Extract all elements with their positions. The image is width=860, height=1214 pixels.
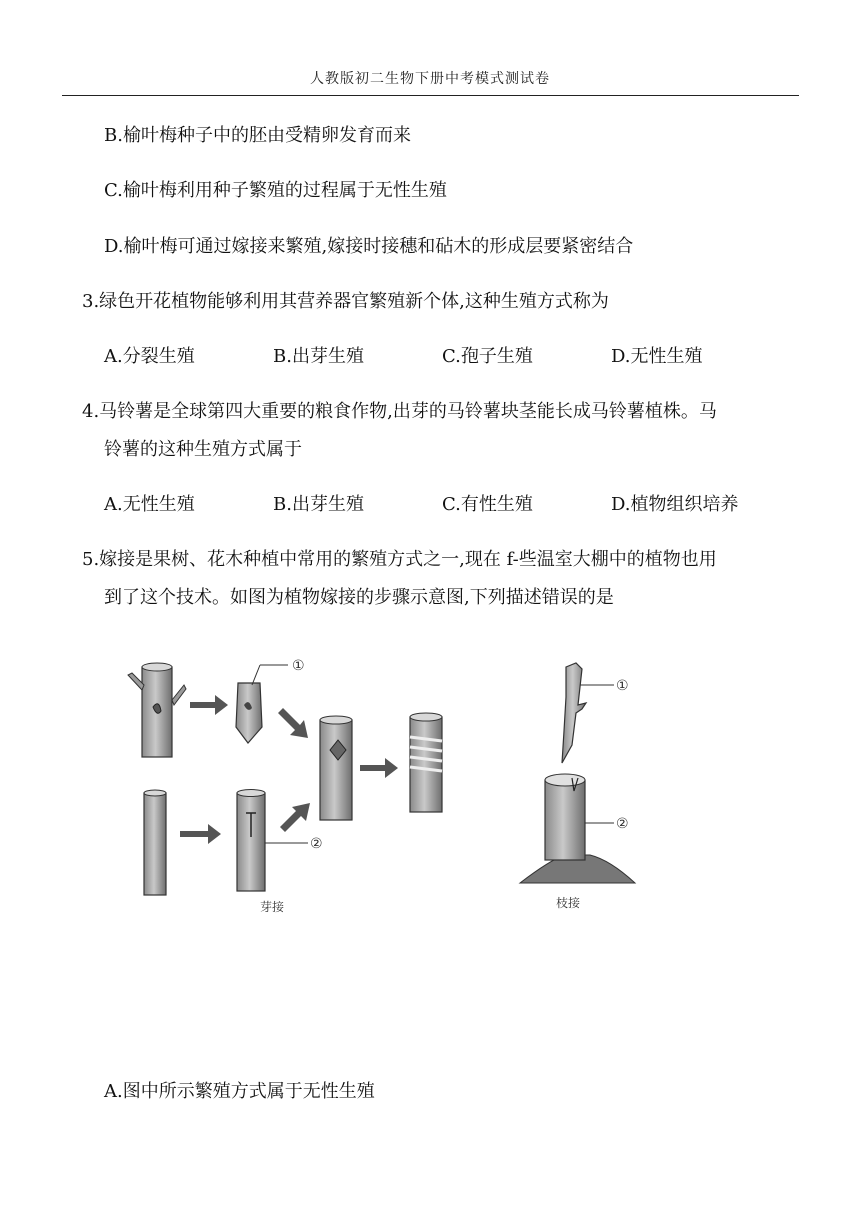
q3-stem: 3.绿色开花植物能够利用其营养器官繁殖新个体,这种生殖方式称为 bbox=[82, 291, 609, 312]
q2-option-d: D.榆叶梅可通过嫁接来繁殖,嫁接时接穗和砧木的形成层要紧密结合 bbox=[104, 236, 634, 257]
bud-grafting-diagram bbox=[128, 658, 442, 914]
q5-stem-line1: 5.嫁接是果树、花木种植中常用的繁殖方式之一,现在 f-些温室大棚中的植物也用 bbox=[82, 549, 717, 570]
rootstock-original bbox=[144, 790, 166, 895]
header-divider bbox=[62, 95, 799, 96]
scion-branch bbox=[562, 663, 586, 763]
q4-stem-line1: 4.马铃薯是全球第四大重要的粮食作物,出芽的马铃薯块茎能长成马铃薯植株。马 bbox=[82, 401, 717, 422]
q4-option-b: B.出芽生殖 bbox=[273, 494, 364, 515]
label-marker-2-rootstock: ② bbox=[616, 816, 629, 832]
q5-stem-line2: 到了这个技术。如图为植物嫁接的步骤示意图,下列描述错误的是 bbox=[104, 587, 614, 608]
arrow-right-2 bbox=[360, 758, 398, 778]
scion-branch-with-bud bbox=[128, 663, 186, 757]
q2-option-b: B.榆叶梅种子中的胚由受精卵发育而来 bbox=[104, 125, 411, 146]
q4-option-d: D.植物组织培养 bbox=[611, 494, 739, 515]
q4-stem-line2: 铃薯的这种生殖方式属于 bbox=[104, 439, 302, 460]
arrow-right-3 bbox=[180, 824, 221, 844]
branch-grafting-diagram bbox=[520, 663, 635, 910]
q3-option-b: B.出芽生殖 bbox=[273, 346, 364, 367]
rootstock-t-cut bbox=[237, 790, 265, 892]
arrow-up-right bbox=[280, 803, 310, 832]
q2-option-c: C.榆叶梅利用种子繁殖的过程属于无性生殖 bbox=[104, 180, 447, 201]
caption-branch-grafting: 枝接 bbox=[556, 896, 581, 910]
bud-shield bbox=[236, 683, 262, 743]
q4-option-c: C.有性生殖 bbox=[442, 494, 533, 515]
arrow-down-right bbox=[278, 708, 308, 738]
q3-option-d: D.无性生殖 bbox=[611, 346, 703, 367]
grafting-diagram bbox=[120, 645, 660, 925]
q4-option-a: A.无性生殖 bbox=[104, 494, 195, 515]
q3-option-a: A.分裂生殖 bbox=[104, 346, 195, 367]
caption-bud-grafting: 芽接 bbox=[260, 900, 285, 914]
q3-option-c: C.孢子生殖 bbox=[442, 346, 533, 367]
label-marker-2-stock: ② bbox=[310, 836, 323, 852]
label-marker-1-scion: ① bbox=[616, 678, 629, 694]
bound-graft bbox=[410, 713, 442, 812]
grafted-stock bbox=[320, 716, 352, 820]
arrow-right-1 bbox=[190, 695, 228, 715]
page-header-title: 人教版初二生物下册中考模式测试卷 bbox=[310, 71, 550, 87]
label-marker-1-bud: ① bbox=[292, 658, 305, 674]
q5-option-a: A.图中所示繁殖方式属于无性生殖 bbox=[104, 1081, 375, 1102]
